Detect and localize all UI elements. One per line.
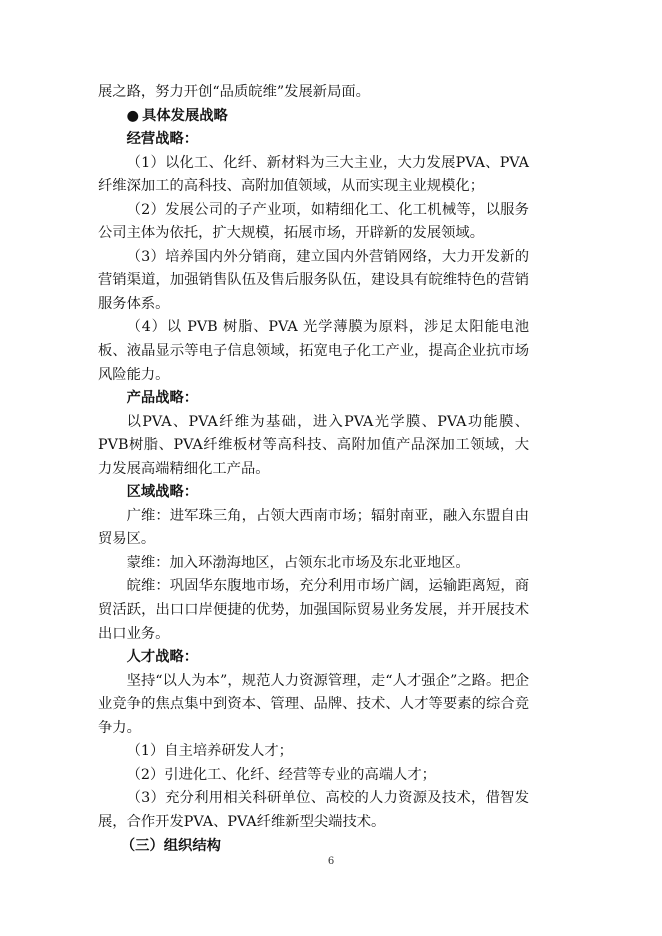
paragraph-talent: 坚持“以人为本”，规范人力资源管理，走“人才强企”之路。把企业竞争的焦点集中到资本、管理、品牌、技术、人才等要素的综合竞争力。	[98, 672, 529, 736]
heading-business-strategy: 经营战略：	[126, 131, 199, 148]
document-body	[98, 81, 529, 858]
paragraph-talent-3: （3）充分利用相关科研单位、高校的人力资源及技术，借智发展，合作开发PVA、PVA纤维新型尖端技术。	[98, 790, 529, 830]
heading-regional-strategy: 区域战略：	[126, 484, 199, 501]
paragraph-business-4: （4）以 PVB 树脂、PVA 光学薄膜为原料，涉足太阳能电池板、液晶显示等电子信息领域，拓宽电子化工产业，提高企业抗市场风险能力。	[98, 319, 529, 383]
heading-specific-strategy: ● 具体发展战略	[98, 105, 529, 129]
heading-talent-strategy: 人才战略：	[126, 649, 199, 666]
paragraph-region-mengwei: 蒙维：加入环渤海地区，占领东北市场及东北亚地区。	[126, 554, 470, 571]
paragraph-continuation: 展之路，努力开创“品质皖维”发展新局面。	[98, 84, 370, 100]
paragraph-business-2: （2）发展公司的子产业项，如精细化工、化工机械等，以服务公司主体为依托，扩大规模，拓展市场，开辟新的发展领域。	[98, 201, 529, 242]
paragraph-region-wanwei: 皖维：巩固华东腹地市场，充分利用市场广阔，运输距离短，商贸活跃，出口口岸便捷的优势，加强国际贸易业务发展，并开展技术出口业务。	[98, 578, 529, 642]
paragraph-talent-2: （2）引进化工、化纤、经营等专业的高端人才；	[126, 766, 436, 783]
heading-product-strategy: 产品战略：	[126, 390, 199, 407]
paragraph-business-1: （1）以化工、化纤、新材料为三大主业，大力发展PVA、PVA纤维深加工的高科技、高附加值领域，从而实现主业规模化；	[98, 154, 529, 195]
paragraph-talent-1: （1）自主培养研发人才；	[126, 743, 293, 760]
page-number: 6	[327, 856, 335, 867]
paragraph-region-guangwei: 广维：进军珠三角，占领大西南市场；辐射南亚，融入东盟自由贸易区。	[98, 507, 529, 548]
paragraph-business-3: （3）培养国内外分销商，建立国内外营销网络，大力开发新的营销渠道，加强销售队伍及售后服务队伍，建设具有皖维特色的营销服务体系。	[98, 248, 529, 312]
paragraph-product: 以PVA、PVA纤维为基础，进入PVA光学膜、PVA功能膜、PVB树脂、PVA纤维板材等高科技、高附加值产品深加工领域，大力发展高端精细化工产品。	[98, 413, 529, 477]
heading-organization-structure: （三）组织结构	[120, 837, 221, 854]
